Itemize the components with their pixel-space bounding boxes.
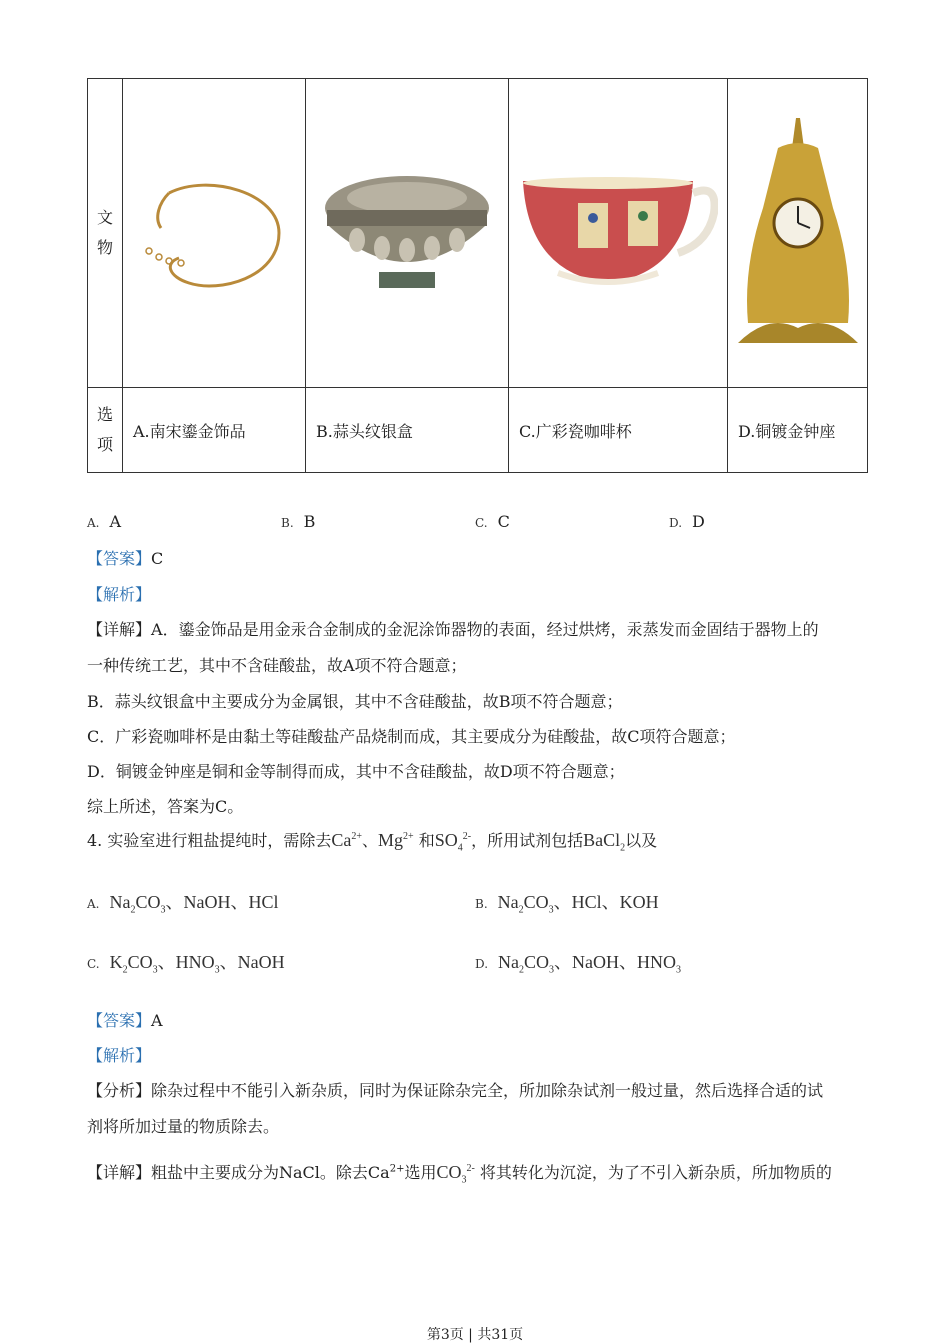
stem-text: 以及 [625,831,658,850]
ion-charge: 2+ [389,1163,405,1175]
ion-mg [378,830,414,850]
q3-detail-line-5: D．铜镀金钟座是铜和金等制得而成，其中不含硅酸盐，故D项不符合题意； [87,762,625,781]
q3-detail-line-3: B．蒜头纹银盒中主要成分为金属银，其中不含硅酸盐，故B项不符合题意； [87,692,623,711]
choice-label: D. [475,957,489,971]
choice-label: C. [87,957,100,971]
relics-table [87,78,868,473]
choice-label: B. [281,516,294,530]
q4-answer [87,1008,163,1031]
formula-part: Na [109,892,131,912]
relic-image-silver-box [306,79,509,388]
answer-tag: 【答案】 [87,549,152,568]
ion-ca [331,830,362,850]
option-cell-a: A.南宋鎏金饰品 [123,388,306,473]
formula-part: 、NaOH、HNO [554,952,677,972]
choice-label: D. [669,516,683,530]
separator: 、 [362,831,379,850]
q3-detail-line-6: 综上所述，答案为C。 [87,797,244,816]
row-header-char: 选 [96,405,113,424]
formula-part: Na [497,892,519,912]
page-footer: 第3页 | 共31页 [426,1327,524,1343]
stem-text: ，所用试剂包括 [471,831,584,850]
choice-formula [497,892,659,916]
stem-text: 4. 实验室进行粗盐提纯时，需除去 [87,831,332,850]
option-cell-c: C.广彩瓷咖啡杯 [509,388,728,473]
choice-formula [498,952,682,976]
option-cell-d: D.铜镀金钟座 [728,388,868,473]
conjunction: 和 [418,831,435,850]
relic-image-coffee-cup [509,79,728,388]
formula-part: 、HCl、KOH [553,892,659,912]
relic-image-gold-chain [123,79,306,388]
ion-charge: 2+ [403,831,414,842]
q3-answer [87,546,163,569]
q3-analysis-tag: 【解析】 [87,585,152,604]
choice-label: A. [87,897,100,911]
formula-subscript: 3 [676,964,682,976]
q3-choice-c [475,512,510,531]
q3-choice-b [281,512,315,531]
q3-choice-d [669,512,705,531]
formula-subscript: 3 [152,964,158,976]
formula-part: CO [135,892,161,912]
ion-charge: 2- [466,1163,475,1174]
ion-symbol: CO [436,1162,462,1182]
row-header-char: 项 [96,435,113,454]
q4-analysis-line-2: 剂将所加过量的物质除去。 [87,1117,280,1136]
q4-choice-c [87,948,285,976]
detail-tag: 【详解】 [87,620,152,639]
option-cell-b: B.蒜头纹银盒 [306,388,509,473]
q3-choice-a [87,512,121,531]
ion-co3 [436,1162,475,1186]
choice-label: A. [87,516,100,530]
formula-part: CO [524,952,550,972]
q4-choice-a [87,888,279,916]
coffee-cup-image [518,173,718,293]
analysis-sub-tag: 【分析】 [87,1081,152,1100]
formula-part: K [109,952,123,972]
ion-symbol: Mg [378,830,404,850]
formula-subscript: 2 [130,904,136,916]
reagent-bacl2 [583,830,626,854]
q3-detail-line-1 [87,617,819,640]
detail-text: A．鎏金饰品是用金汞合金制成的金泥涂饰器物的表面，经过烘烤，汞蒸发而金固结于器物上的 [151,620,819,639]
formula-subscript: 2 [519,964,525,976]
choice-text: C [497,512,510,531]
choice-text: D [692,512,705,531]
row-header-char: 物 [96,238,113,257]
analysis-text: 除杂过程中不能引入新杂质，同时为保证除杂完全，所加除杂试剂一般过量，然后选择合适的试 [151,1081,824,1100]
formula-subscript: 3 [160,904,166,916]
choice-label: C. [475,516,488,530]
detail-tag: 【详解】 [87,1163,152,1182]
row-header-char: 文 [96,208,113,227]
formula-part: Na [498,952,520,972]
formula-subscript: 2 [122,964,128,976]
ion-subscript: 4 [457,842,463,854]
choice-label: B. [475,897,488,911]
q4-choice-d [475,948,681,976]
choice-text: A [109,512,122,531]
relic-image-clock [728,79,868,388]
detail-text: 选用 [404,1163,437,1182]
formula-subscript: 3 [549,964,555,976]
formula-part: CO [127,952,153,972]
ion-symbol: Ca [331,830,352,850]
formula-part: CO [523,892,549,912]
ion-symbol: SO [434,830,458,850]
q3-detail-line-2: 一种传统工艺，其中不含硅酸盐，故A项不符合题意； [87,656,467,675]
q4-analysis-tag: 【解析】 [87,1046,152,1065]
q4-analysis-line-1 [87,1078,823,1101]
silver-box-image [317,168,497,298]
formula-subscript: 3 [214,964,220,976]
formula-part: 、HNO [157,952,215,972]
choice-formula [109,892,279,916]
formula-subscript: 3 [548,904,554,916]
ion-charge: 2+ [351,831,362,842]
q4-stem [87,828,657,854]
ion-charge: 2- [462,831,472,842]
formula-subscript: 2 [620,842,626,854]
formula-part: 、NaOH、HCl [165,892,279,912]
q4-detail-line-1 [87,1160,832,1186]
answer-tag: 【答案】 [87,1011,152,1030]
gold-chain-image [139,173,289,293]
answer-value: C [151,549,164,568]
q4-choice-b [475,888,659,916]
answer-value: A [151,1011,163,1030]
detail-text: 将其转化为沉淀，为了不引入新杂质，所加物质的 [479,1163,832,1182]
q3-detail-line-4: C．广彩瓷咖啡杯是由黏土等硅酸盐产品烧制而成，其主要成分为硅酸盐，故C项符合题意； [87,727,736,746]
choice-text: B [303,512,316,531]
row-header-option [88,388,123,473]
formula-symbol: BaCl [583,830,621,850]
choice-formula [109,952,285,976]
clock-image [738,118,858,348]
row-header-relic [88,79,123,388]
formula-part: 、NaOH [219,952,285,972]
ion-so4 [434,830,472,854]
formula-subscript: 2 [518,904,524,916]
detail-text: 粗盐中主要成分为NaCl。除去Ca [151,1163,390,1182]
ion-subscript: 3 [461,1174,467,1186]
